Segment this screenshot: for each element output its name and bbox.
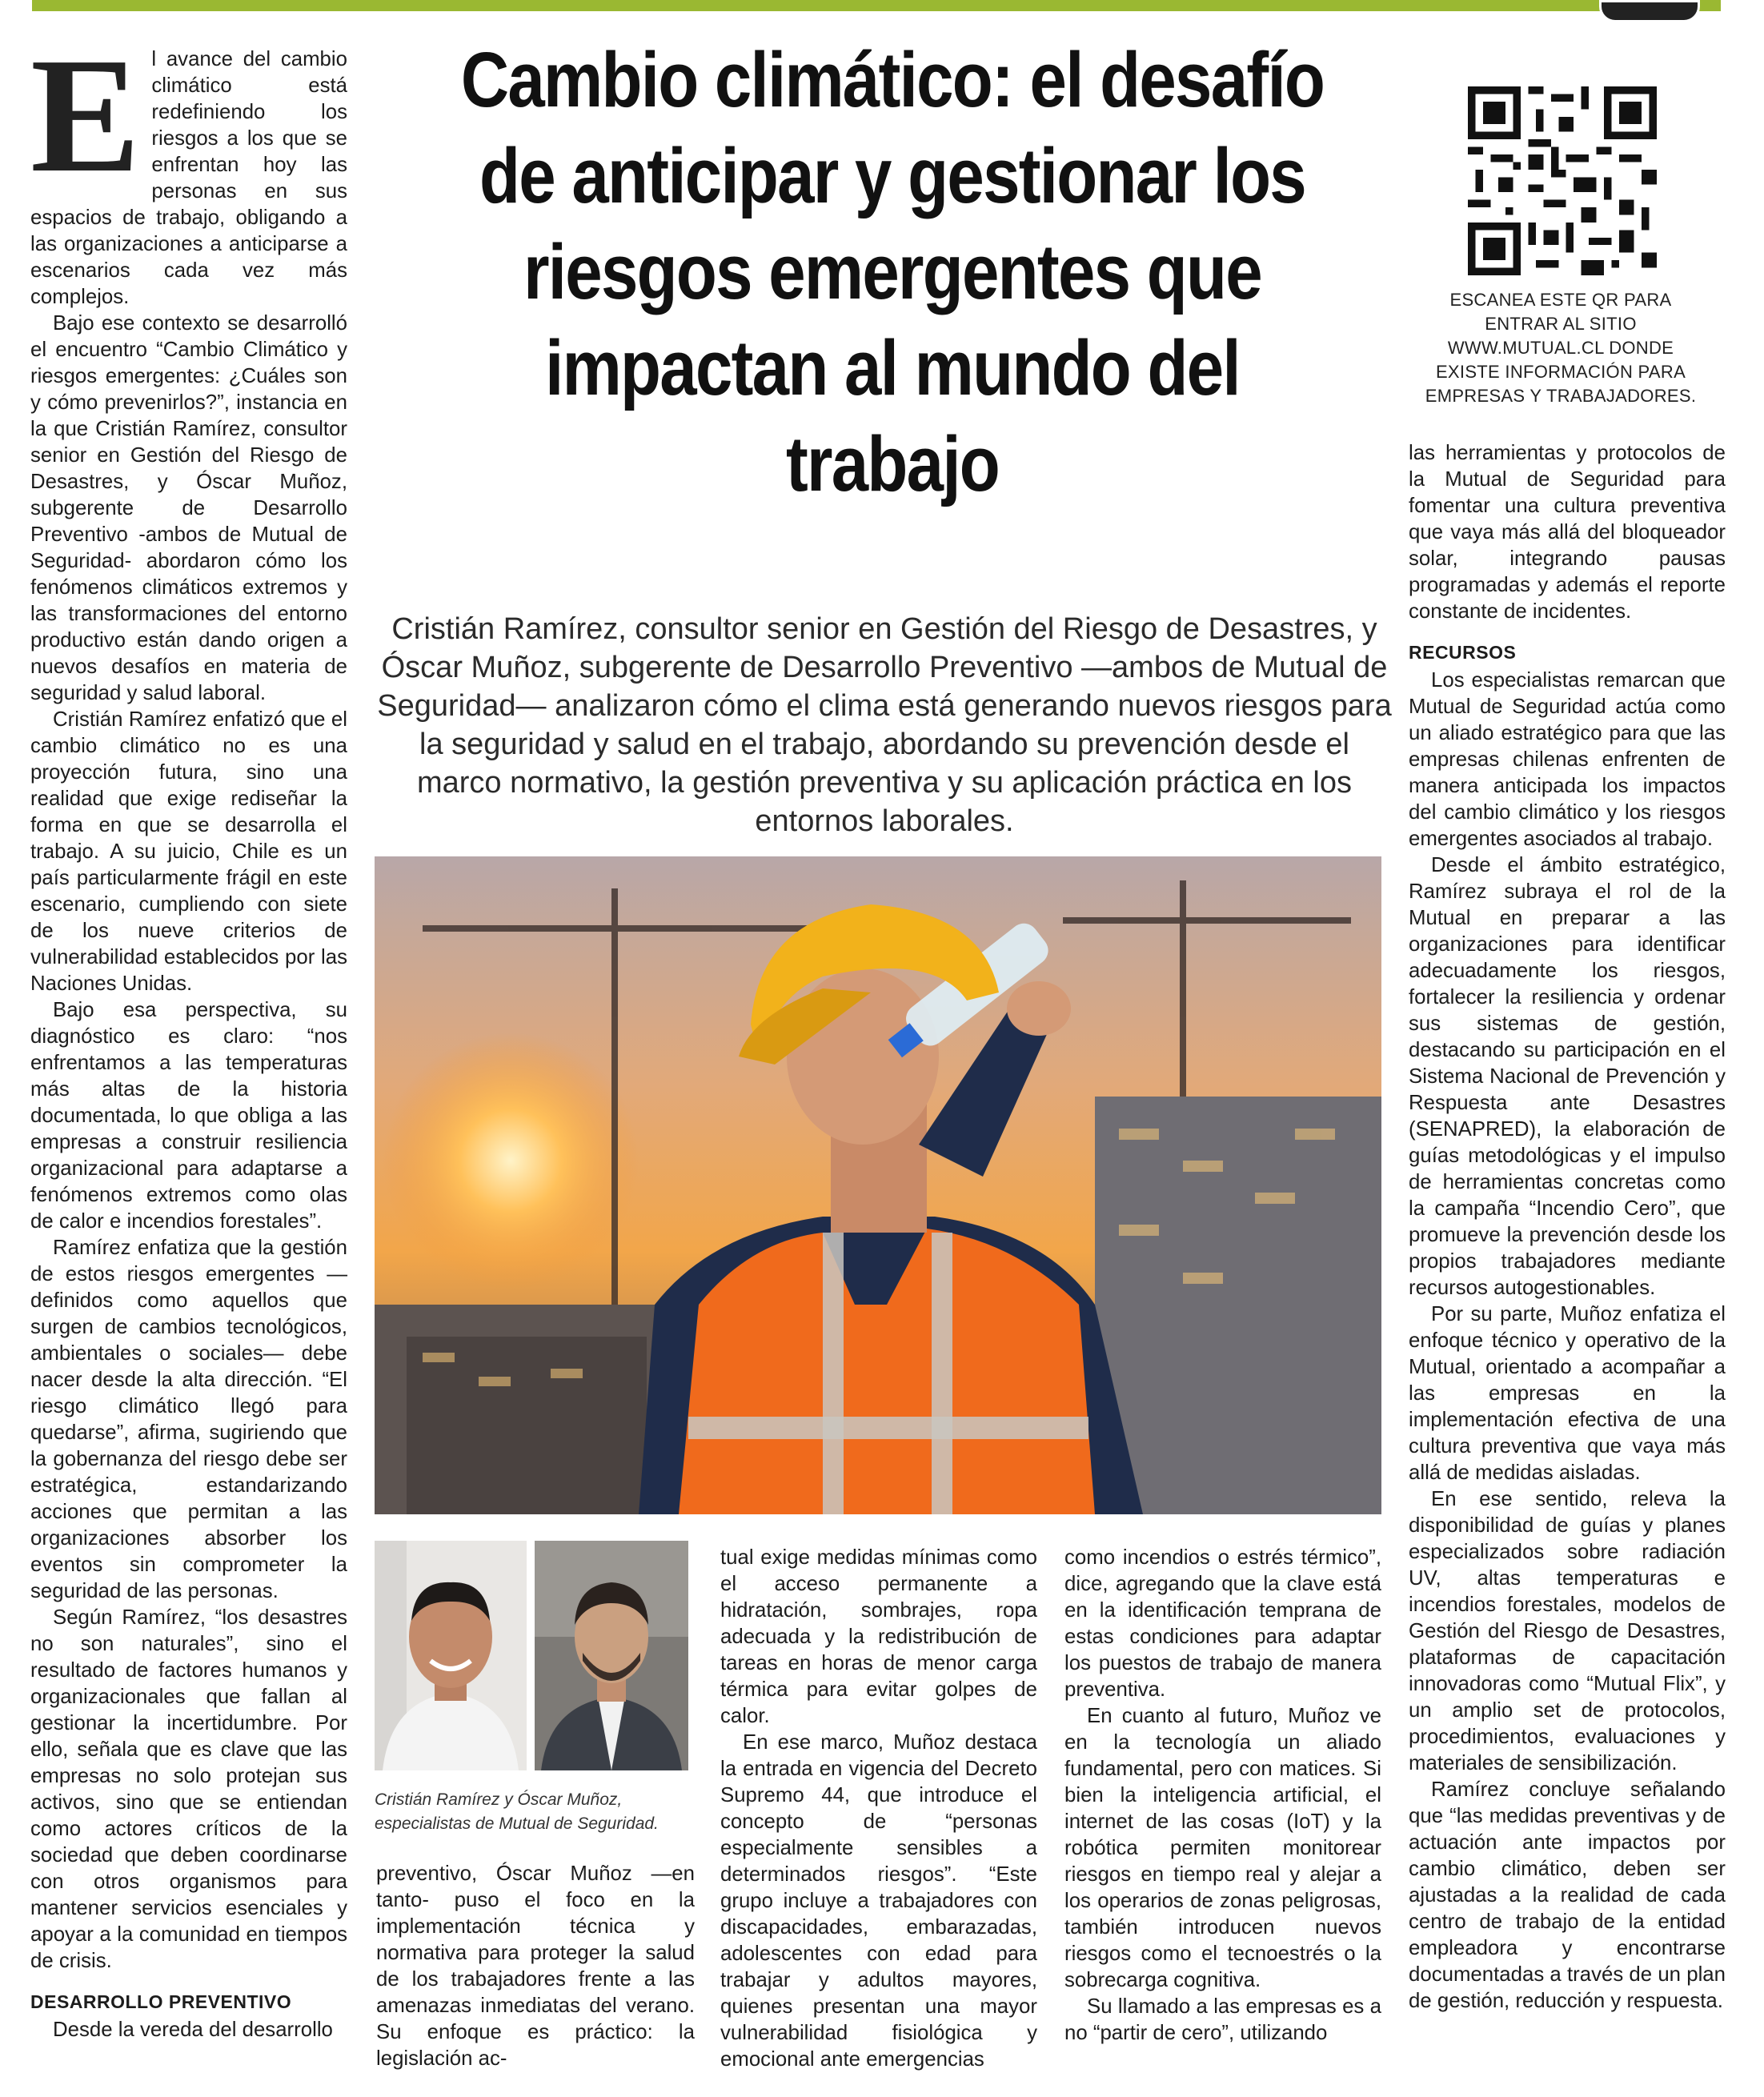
article-column-1 bbox=[30, 23, 347, 2043]
article-column-5 bbox=[1409, 440, 1726, 2015]
paragraph: En ese marco, Muñoz destaca la entrada en vigencia del Decreto Supremo 44, que introduce el concepto de “personas especialmente sensibles a determinados riesgos”. “Este grupo incluye a trabajadores con discapacidades, embarazadas, adolescentes con edad para trabajar y adultos mayores, quienes presentan una mayor vulnerabilidad fisiológica y emocional ante emergencias bbox=[720, 1731, 1037, 2071]
top-color-bar bbox=[32, 0, 1721, 11]
paragraph: Los especialistas remarcan que Mutual de Seguridad actúa como un aliado estratégico para que las empresas chilenas enfrenten de manera anticipada los impactos del cambio climático y los riesgos emergentes asociados al trabajo. bbox=[1409, 669, 1726, 850]
subheading-recursos: RECURSOS bbox=[1409, 642, 1517, 663]
paragraph: las herramientas y protocolos de la Mutual de Seguridad para fomentar una cultura preventiva que vaya más allá del bloqueador solar, integrando pausas programadas y además el reporte constante de incidentes. bbox=[1409, 442, 1726, 623]
main-photo-worker-drinking bbox=[375, 856, 1381, 1514]
paragraph: preventivo, Óscar Muñoz —en tanto- puso el foco en la implementación técnica y normativa para proteger la salud de los trabajadores frente a las amenazas inmediatas del verano. Su enfoque es práctico: la legislación ac- bbox=[376, 1862, 695, 2070]
drop-cap: E bbox=[30, 23, 141, 206]
article-column-2 bbox=[376, 1861, 695, 2072]
paragraph: Bajo esa perspectiva, su diagnóstico es claro: “nos enfrentamos a las temperaturas más altas de la historia documentada, lo que obliga a las empresas a construir resiliencia organizacional para adaptarse a fenómenos extremos como olas de calor e incendios forestales”. bbox=[30, 999, 347, 1233]
paragraph: Desde el ámbito estratégico, Ramírez subraya el rol de la Mutual en preparar a las organizaciones para identificar adecuadamente los riesgos, fortalecer la resiliencia y ordenar sus sistemas de gestión, destacando su participación en el Sistema Nacional de Prevención y Respuesta ante Desastres (SENAPRED), la elaboración de guías metodológicas y el impulso de herramientas concretas como la campaña “Incendio Cero”, que promueve la prevención desde los propios trabajadores mediante recursos autogestionables. bbox=[1409, 854, 1726, 1299]
paragraph: Ramírez concluye señalando que “las medidas preventivas y de actuación ante impactos por cambio climático, deben ser ajustadas a la realidad de cada centro de trabajo de la entidad empleadora y encontrarse documentadas a través de un plan de gestión, reducción y respuesta. bbox=[1409, 1778, 1726, 2012]
article-column-4 bbox=[1064, 1545, 1381, 2047]
paragraph: En ese sentido, releva la disponibilidad de guías y planes especializados sobre radiación UV, altas temperaturas e incendios forestales, modelos de Gestión del Riesgo de Desastres, plataformas de capacitación innovadoras como “Mutual Flix”, y un amplio set de protocolos, procedimientos, evaluaciones y materiales de sensibilización. bbox=[1409, 1488, 1726, 1774]
article-column-3 bbox=[720, 1545, 1037, 2073]
subheading-desarrollo-preventivo: DESARROLLO PREVENTIVO bbox=[30, 1991, 292, 2012]
paragraph: Bajo ese contexto se desarrolló el encuentro “Cambio Climático y riesgos emergentes: ¿Cuáles son y cómo prevenirlos?”, instancia en la que Cristián Ramírez, consultor senior en Gestión del Riesgo de Desastres, y Óscar Muñoz, subgerente de Desarrollo Preventivo -ambos de Mutual de Seguridad- abordaron cómo los fenómenos climáticos extremos y las transformaciones del entorno productivo están dando origen a nuevos desafíos en materia de seguridad y salud laboral. bbox=[30, 312, 347, 704]
qr-caption: ESCANEA ESTE QR PARA ENTRAR AL SITIO WWW.MUTUAL.CL DONDE EXISTE INFORMACIÓN PARA EMPRESAS Y TRABAJADORES. bbox=[1425, 290, 1697, 406]
paragraph: Según Ramírez, “los desastres no son naturales”, sino el resultado de factores humanos y organizacionales que fallan al gestionar la incertidumbre. Por ello, señala que es clave que las empresas no solo protejan sus activos, sino que se entiendan como actores críticos de la sociedad que deben coordinarse con otros organismos para mantener servicios esenciales y apoyar a la comunidad en tiempos de crisis. bbox=[30, 1606, 347, 1972]
deck: Cristián Ramírez, consultor senior en Gestión del Riesgo de Desastres, y Óscar Muñoz, subgerente de Desarrollo Preventivo —ambos de Mutual de Seguridad— analizaron cómo el clima está generando nuevos riesgos para la seguridad y salud en el trabajo, abordando su prevención desde el marco normativo, la gestión preventiva y su aplicación práctica en los entornos laborales. bbox=[377, 612, 1392, 838]
paragraph: como incendios o estrés térmico”, dice, agregando que la clave está en la identificación temprana de estas condiciones para adaptar los puestos de trabajo de manera preventiva. bbox=[1064, 1546, 1381, 1701]
paragraph: Desde la vereda del desarrollo bbox=[53, 2019, 333, 2041]
photo-caption: Cristián Ramírez y Óscar Muñoz, especialistas de Mutual de Seguridad. bbox=[375, 1790, 659, 1833]
paragraph: l avance del cambio climático está redefiniendo los riesgos a los que se enfrentan hoy las personas en sus espacios de trabajo, obligando a las organizaciones a anticiparse a escenarios cada vez más complejos. bbox=[30, 48, 347, 308]
headline: Cambio climático: el desafío de anticipar y gestionar los riesgos emergentes que impactan al mundo del trabajo bbox=[460, 36, 1325, 507]
paragraph: tual exige medidas mínimas como el acceso permanente a hidratación, sombrajes, ropa adecuada y la redistribución de tareas en horas de menor carga térmica para evitar golpes de calor. bbox=[720, 1546, 1037, 1727]
paragraph: Cristián Ramírez enfatizó que el cambio climático no es una proyección futura, sino una realidad que exige rediseñar la forma en que se desarrolla el trabajo. A su juicio, Chile es un país particularmente frágil en este escenario, cumpliendo con siete de los nueve criterios de vulnerabilidad establecidos por las Naciones Unidas. bbox=[30, 708, 347, 995]
portrait-cristian-ramirez bbox=[375, 1541, 527, 1770]
qr-code[interactable] bbox=[1468, 86, 1657, 275]
paragraph: Por su parte, Muñoz enfatiza el enfoque técnico y operativo de la Mutual, orientado a acompañar a las empresas en la implementación efectiva de una cultura preventiva que vaya más allá de medidas aisladas. bbox=[1409, 1303, 1726, 1484]
paragraph: En cuanto al futuro, Muñoz ve en la tecnología un aliado fundamental, pero con matices. Si bien la inteligencia artificial, el internet de las cosas (IoT) y la robótica permiten monitorear riesgos en tiempo real y alejar a los operarios de zonas peligrosas, también introducen nuevos riesgos como el tecnoestrés o la sobrecarga cognitiva. bbox=[1064, 1705, 1381, 1991]
paragraph: Ramírez enfatiza que la gestión de estos riesgos emergentes —definidos como aquellos que surgen de cambios tecnológicos, ambientales o sociales— debe nacer desde la alta dirección. “El riesgo climático llegó para quedarse”, afirma, sugiriendo que la gobernanza del riesgo debe ser estratégica, estandarizando acciones que permitan a las organizaciones absorber los eventos sin comprometer la seguridad de las personas. bbox=[30, 1237, 347, 1602]
publication-logo-tab bbox=[1599, 0, 1700, 22]
paragraph: Su llamado a las empresas es a no “partir de cero”, utilizando bbox=[1064, 1995, 1381, 2044]
portrait-oscar-munoz bbox=[535, 1541, 688, 1770]
